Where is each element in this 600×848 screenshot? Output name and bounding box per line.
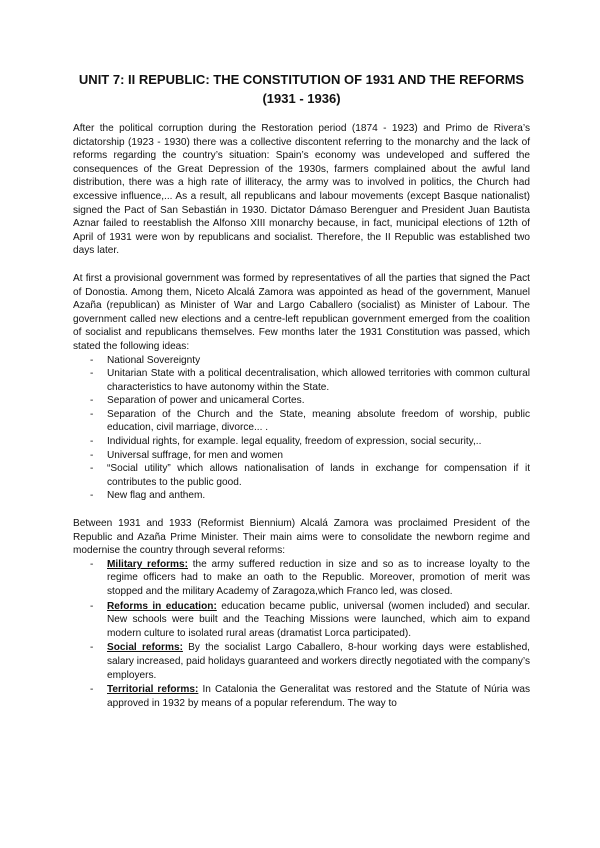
list-item: - New flag and anthem.	[73, 489, 530, 503]
list-item: - Universal suffrage, for men and women	[73, 449, 530, 463]
list-item: - Separation of the Church and the State, meaning absolute freedom of worship, public education, civil marriage, divorce... .	[73, 408, 530, 435]
reform-item-education	[73, 600, 530, 641]
page-title	[73, 70, 530, 108]
reform-label: Reforms in education:	[107, 600, 217, 612]
reform-text: education became public, universal (women included) and secular. New schools were built and the Teaching Missions were launched, which aim to expand modern culture to isolated rural areas (dramatist Lorca participated).	[107, 600, 530, 639]
title-line-2: (1931 - 1936)	[262, 91, 341, 106]
reform-item-social	[73, 641, 530, 682]
constitution-ideas-list	[73, 354, 530, 504]
reform-label: Social reforms:	[107, 642, 183, 654]
list-item: - Separation of power and unicameral Cortes.	[73, 394, 530, 408]
reform-label: Territorial reforms:	[107, 684, 199, 696]
list-item: - Unitarian State with a political decentralisation, which allowed territories with common cultural characteristics to have autonomy within the State.	[73, 367, 530, 394]
reform-item-military	[73, 558, 530, 599]
reform-item-territorial	[73, 683, 530, 710]
reform-text: In Catalonia the Generalitat was restored and the Statute of Núria was approved in 1932 by means of a popular referendum. The way to	[107, 684, 530, 709]
list-item: - National Sovereignty	[73, 354, 530, 368]
list-item: - Individual rights, for example. legal equality, freedom of expression, social security,..	[73, 435, 530, 449]
paragraph-provisional-government: At first a provisional government was formed by representatives of all the parties that signed the Pact of Donostia. Among them, Niceto Alcalá Zamora was appointed as head of the government, Manuel Azaña (republican) as Minister of War and Largo Caballero (socialist) as Minister of Labour. The government called new elections and a centre-left republican government emerged from the coalition of socialist and republicans themselves. Few months later the 1931 Constitution was passed, which stated the following ideas:	[73, 272, 530, 352]
reforms-list	[73, 558, 530, 711]
spacer	[73, 503, 530, 517]
list-item: - “Social utility” which allows nationalisation of lands in exchange for compensation if it contributes to the public good.	[73, 462, 530, 489]
reform-label: Military reforms:	[107, 558, 189, 570]
reform-text: the army suffered reduction in size and so as to increase loyalty to the regime officers had to make an oath to the Republic. Moreover, promotion of merit was stopped and the military Academy of Zaragoza,which Franco led, was closed.	[107, 558, 530, 597]
title-line-1: UNIT 7: II REPUBLIC: THE CONSTITUTION OF 1931 AND THE REFORMS	[78, 72, 525, 87]
reform-text: By the socialist Largo Caballero, 8-hour working days were established, salary increased, paid holidays guaranteed and workers directly negotiated with the company’s employers.	[107, 642, 530, 681]
paragraph-reformist-biennium: Between 1931 and 1933 (Reformist Biennium) Alcalá Zamora was proclaimed President of the Republic and Azaña Prime Minister. Their main aims were to consolidate the newborn regime and modernise the country through several reforms:	[73, 518, 530, 557]
paragraph-intro: After the political corruption during the Restoration period (1874 - 1923) and Primo de Rivera’s dictatorship (1923 - 1930) there was a collective discontent referring to the monarchy and the lack of reforms regarding the country’s situation: Spain’s economy was undeveloped and suffered the consequences of the Great Depression of the 1930s, farmers complained about the awful land distribution, there was a high rate of illiteracy, the army was to involved in politics, the Church had excessive influence,... As a result, all republicans and labour movements (except Basque nationalist) signed the Pact of San Sebastián in 1930. Dictator Dámaso Berenguer and President Juan Bautista Aznar failed to reestablish the Alfonso XIII monarchy because, in fact, municipal elections of 12th of April of 1931 were won by republicans and socialist. Therefore, the II Republic was established two days later.	[73, 123, 530, 257]
